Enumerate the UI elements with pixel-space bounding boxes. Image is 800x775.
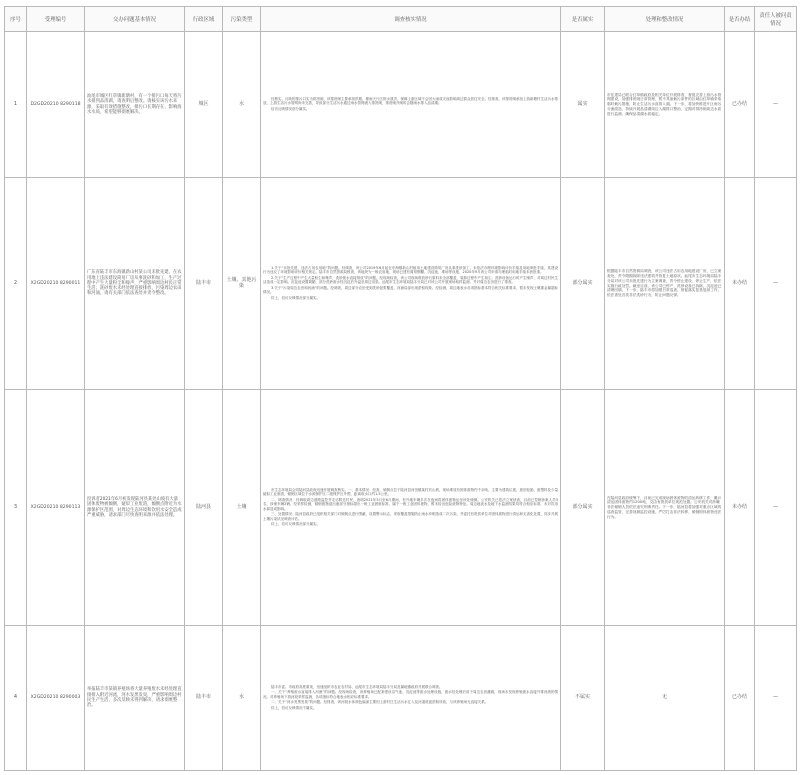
investigation-paragraph: 1.关于“未批先建，违法占用农用地”的问题。经调查，该公司2019年6月起在东海镇新山村租用土地建设简易厂房从事洗砂加工，未依法办理环境影响评价手续及用地审批手续，其建设行为违反了环境影响评价相关规定。陆丰市自然资源局核查，该地块为一般农用地，现场已建有简易钢棚、沉淀池、堆场等设施，2020年9月该公司申请办理临时用地手续未获批准。 — [263, 265, 558, 275]
cell-seq: 3 — [5, 390, 27, 626]
cell-description: 汕尾市城区红草镇新塘村，有一个排污口每天将污水排到品清湖，请查明后整改。请核实该污水来源，采取有效措施整改，排污口长期存在，影响海水水质，希望能够彻底解决。 — [85, 32, 185, 178]
cell-region: 陆河县 — [185, 390, 223, 626]
investigation-paragraph: 陆丰市委、市政府高度重视，迅速组织市农业农村局、汕尾市生态环境局陆丰分局及属地镇政府开展联合调查。 — [271, 684, 443, 689]
investigation-paragraph: 3.关于“污染周边农田和河涌”的问题。经调查，周边部分农田受到洗砂泥浆覆盖，河涌局部出现淤积现象。经检测，周边地表水各项指标基本符合相关标准要求，暂未发现土壤重金属超标情况。 — [263, 285, 558, 295]
cell-is-closed: 已办结 — [725, 32, 755, 178]
cell-investigation — [261, 390, 561, 626]
header-accountability: 责任人被问责情况 — [755, 7, 797, 32]
header-case-no: 受理编号 — [27, 7, 85, 32]
investigation-paragraph: 信访反映情况部分属实。 — [271, 106, 310, 111]
header-pollution-type: 污染类型 — [223, 7, 261, 32]
cell-rectification: 市住建局已联合红草镇政府及相关单位开展排查，督促完善上游污水管网建设，加强排涝闸日常管理，暂不具备截污条件的区域由红草镇采取临时截污措施，防止生活污水直排入湖。下一步，将加快推进片区雨污分流改造，持续开展品清湖周边入湖排口整治，定期对排涝闸周边水质进行监测，确保品清湖水质稳定。 — [605, 32, 725, 178]
investigation-paragraph: 综上，信访反映情况不属实。 — [271, 705, 317, 710]
cell-case-no: X2GD20210 8290113 — [27, 390, 85, 626]
cell-accountability: — — [755, 626, 797, 771]
investigation-paragraph: 经核实，反映的排污口实为排涝闸，该排涝闸主要承担汛期、暴雨天片区排水泄洪，保障上游区域不会因大雨成灾而影响周边群众居住安全。经排查，该排涝闸承担上游新塘村生活污水排放，上游生活污水管网尚未完善，导致部分生活污水通过雨水管网流入排涝闸，排涝闸开闸时会随雨水排入品清湖。 — [263, 96, 558, 106]
cell-is-true: 部分属实 — [561, 178, 605, 390]
investigation-paragraph: 综上，信访反映情况部分属实。 — [271, 522, 320, 526]
table-row — [5, 626, 797, 771]
cell-is-closed: 未办结 — [725, 178, 755, 390]
cell-investigation — [261, 32, 561, 178]
case-table — [4, 6, 797, 771]
cell-pollution-type: 水 — [223, 32, 261, 178]
cell-region: 陆丰市 — [185, 626, 223, 771]
table-row — [5, 390, 797, 626]
header-rectification: 处理和整改情况 — [605, 7, 725, 32]
cell-region: 城区 — [185, 32, 223, 178]
table-header-row — [5, 7, 797, 32]
header-region: 行政区域 — [185, 7, 223, 32]
cell-is-true: 属实 — [561, 32, 605, 178]
cell-accountability: — — [755, 32, 797, 178]
cell-case-no: D2GD20210 8290118 — [27, 32, 85, 178]
case-table-sheet — [4, 6, 796, 771]
header-description: 交办问题基本情况 — [85, 7, 185, 32]
header-is-closed: 是否办结 — [725, 7, 755, 32]
header-investigation: 调查核实情况 — [261, 7, 561, 32]
cell-case-no: X2GD20210 8290003 — [27, 626, 85, 771]
cell-case-no: X2GD20210 8290011 — [27, 178, 85, 390]
cell-is-closed: 已办结 — [725, 626, 755, 771]
cell-accountability: — — [755, 390, 797, 626]
cell-is-closed: 未办结 — [725, 390, 755, 626]
cell-pollution-type: 土壤 — [223, 390, 261, 626]
cell-seq: 1 — [5, 32, 27, 178]
investigation-paragraph: 二、调查情况：经调取周边道路监控并走访附近村民，查明2021年5月至6月期间，有外地车辆多次在夜间将固体废物运至该处倾倒。公安机关已依法立案侦查，目前已控制涉案人员3名，涉案车辆2辆。经采样检测，倾倒废物浸出液部分指标超出一般工业固废标准，属于一般工业固体废物，暂未检出危险废物特征。周边地表水及地下水监测结果均符合相应标准，未对饮用水源造成影响。 — [263, 497, 558, 511]
investigation-paragraph: 一、关于“养殖废水直接排入河流”的问题。经现场检查，该养殖场已配套建设沼气池、沉淀池等废水处理设施，废水经处理后用于周边农田灌溉，现场未发现养殖废水直接外排河流的情况。对养殖场下游河段采样监测，各项指标符合地表水相应标准要求。 — [263, 690, 558, 699]
investigation-paragraph: 二、关于“河水发黑发臭”的问题。经排查，该河段水体颜色偏深主要因上游村庄生活污水汇入及河道底泥淤积所致，与该养殖场无直接关系。 — [271, 700, 489, 705]
investigation-paragraph: 市生态环境局会同陆河县政府迅速开展调查核实。一、基本情况：经查，倾倒点位于陆河县河田镇某村后山坡，现场堆放有固体废物约千余吨，主要为建筑垃圾、废旧轮胎、废塑料及少量疑似工业废渣，倾倒区域位于水源保护区二级保护区外围，距离取水口约1.5公里。 — [263, 487, 558, 496]
cell-pollution-type: 水 — [223, 626, 261, 771]
cell-description: 投诉者2021年6月初发现陆河县某处山坡有大量固体废物被倾倒，疑似工业废渣，倾倒点附近为水源保护区范围，对周边生态环境和饮用水安全造成严重威胁，请求部门尽快查明来源并依法处理。 — [85, 390, 185, 626]
investigation-paragraph: 三、处置情况：陆河县政府已组织相关部门对倾倒点进行围蔽，设置警示标志，采取覆盖措施防止雨水冲刷造成二次污染，并委托有资质单位对固体废物进行清运和无害化处置，同步开展土壤污染状况调查评估。 — [263, 512, 558, 521]
cell-rectification: 无 — [605, 626, 725, 771]
cell-region: 陆丰市 — [185, 178, 223, 390]
table-row — [5, 178, 797, 390]
cell-seq: 4 — [5, 626, 27, 771]
cell-seq: 2 — [5, 178, 27, 390]
cell-description: 广东省陆丰市东海镇新山村某公司未批先建，在农用地上违法建设简易厂房从事洗砂和加工，生产过程中产生大量粉尘和噪声，严重影响周边村民正常生活；洗砂废水未经处理直接排放，污染周边农田和河涌，请有关部门依法查处并责令整改。 — [85, 178, 185, 390]
cell-investigation — [261, 178, 561, 390]
cell-is-true: 部分属实 — [561, 390, 605, 626]
cell-rectification: 根据陆丰市自然资源局调查，该公司违法占用农用地建设厂房，已立案查处，责令限期拆除违法建筑并恢复土地原状。汕尾市生态环境局陆丰分局对该公司未批先建行为立案调查，责令停止建设、停止生产，依法实施行政处罚。截至目前，该公司已停产，洗砂设备已拆除，沉淀池已清理回填。下一步，陆丰市将加强日常巡查，督促落实复垦复绿工作，依法查处各类非法洗砂行为，防止问题反弹。 — [605, 178, 725, 390]
investigation-paragraph: 2.关于“生产过程中产生大量粉尘和噪声、洗砂废水直接排放”的问题。经现场检查，该公司现场堆放砂石原料未全部覆盖，装卸过程中产生扬尘；洗砂设备运行时产生噪声，对周边村民生活造成一定影响。沉淀池设置简陋，部分洗砂废水经沉淀后外溢至周边沟渠。汕尾市生态环境局陆丰分局已对该公司开展现场取样监测，并对周边农田进行了排查。 — [263, 275, 558, 285]
cell-investigation — [261, 626, 561, 771]
cell-rectification: 在陆河县政府统筹下，目前已完成现场固体废物的清运转移工作，累计清运固体废物约1200吨，交由有资质单位规范处置。公安机关对涉嫌非法倾倒人员依法追究刑事责任。下一步，陆河县将加强对重点区域的巡查监管，完善视频监控设施，严厉打击非法转移、倾倒固体废物违法行为。 — [605, 390, 725, 626]
table-row — [5, 32, 797, 178]
cell-accountability: — — [755, 178, 797, 390]
cell-pollution-type: 土壤、其他污染 — [223, 178, 261, 390]
cell-description: 举报陆丰市某镇养殖场将大量养殖废水未经处理直接排入附近河流，河水发黑发臭，严重影响周边村民生产生活，多次反映未得到解决，请求彻底整治。 — [85, 626, 185, 771]
cell-is-true: 不属实 — [561, 626, 605, 771]
header-is-true: 是否属实 — [561, 7, 605, 32]
header-seq: 序号 — [5, 7, 27, 32]
investigation-paragraph: 综上，信访反映情况部分属实。 — [271, 295, 320, 300]
